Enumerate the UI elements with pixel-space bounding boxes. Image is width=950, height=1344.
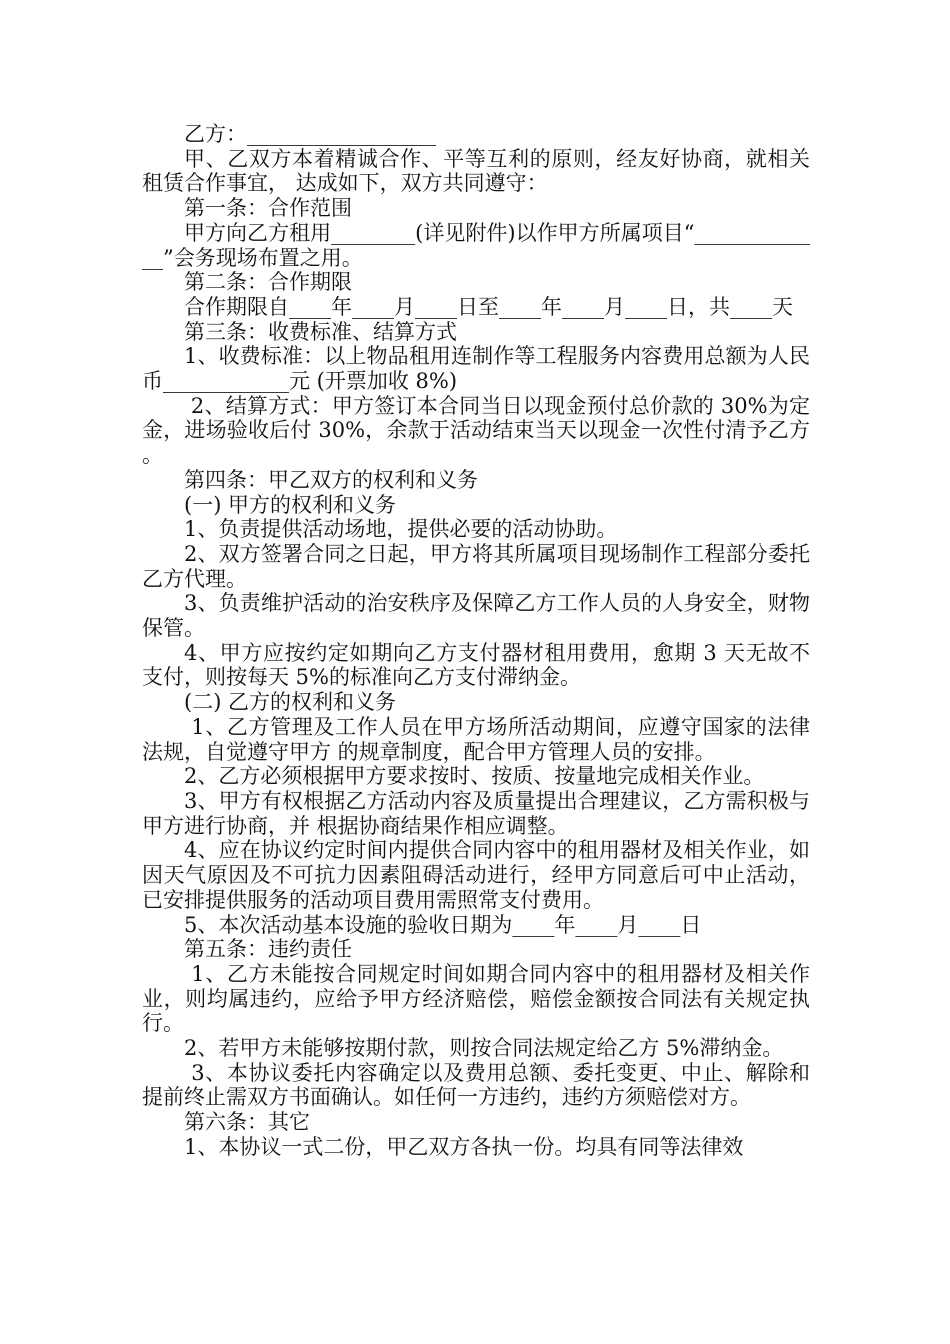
article-1-heading: 第一条：合作范围 [184, 196, 352, 221]
party-a-subheading: (一) 甲方的权利和义务 [184, 492, 397, 517]
party-b-item-1: 1、乙方管理及工作人员在甲方场所活动期间，应遵守国家的法律法规，自觉遵守甲方 的规章制度，配合甲方管理人员的安排。 [142, 714, 810, 764]
article-5-item-2: 2、若甲方未能够按期付款，则按合同法规定给乙方 5%滞纳金。 [184, 1036, 784, 1061]
party-a-item-1: 1、负责提供活动场地，提供必要的活动协助。 [184, 517, 618, 542]
contract-body [142, 122, 817, 1160]
article-6-heading: 第六条：其它 [184, 1110, 310, 1135]
article-6-item-1: 1、本协议一式二份，甲乙双方各执一份。均具有同等法律效 [184, 1134, 744, 1159]
party-b-item-3: 3、甲方有权根据乙方活动内容及质量提出合理建议，乙方需积极与甲方进行协商，并 根据协商结果作相应调整。 [142, 788, 810, 838]
article-5-item-1: 1、乙方未能按合同规定时间如期合同内容中的租用器材及相关作业，则均属违约，应给予甲方经济赔偿，赔偿金额按合同法有关规定执行。 [142, 961, 810, 1036]
article-3-item-1: 1、收费标准：以上物品租用连制作等工程服务内容费用总额为人民币____________元 (开票加收 8%) [142, 344, 810, 394]
party-b-item-4: 4、应在协议约定时间内提供合同内容中的租用器材及相关作业，如因天气原因及不可抗力因素阻碍活动进行，经甲方同意后可中止活动，已安排提供服务的活动项目费用需照常支付费用。 [142, 838, 810, 912]
party-b-subheading: (二) 乙方的权利和义务 [184, 690, 397, 715]
article-3-heading: 第三条：收费标准、结算方式 [184, 319, 457, 344]
party-b-line: 乙方：__________________ [184, 122, 436, 146]
party-b-item-2: 2、乙方必须根据甲方要求按时、按质、按量地完成相关作业。 [184, 764, 765, 789]
preamble: 甲、乙双方本着精诚合作、平等互利的原则，经友好协商，就相关租赁合作事宜， 达成如下，双方共同遵守： [142, 146, 810, 196]
party-a-item-3: 3、负责维护活动的治安秩序及保障乙方工作人员的人身安全，财物保管。 [142, 591, 810, 641]
party-a-item-4: 4、甲方应按约定如期向乙方支付器材租用费用，愈期 3 天无故不支付，则按每天 5%的标准向乙方支付滞纳金。 [142, 640, 810, 690]
article-2-text: 合作期限自____年____月____日至____年____月____日，共____天 [184, 294, 793, 319]
article-5-heading: 第五条：违约责任 [184, 937, 352, 962]
article-3-item-2: 2、结算方式：甲方签订本合同当日以现金预付总价款的 30%为定金，进场验收后付 30%，余款于活动结束当天以现金一次性付清予乙方 。 [142, 393, 817, 468]
article-5-item-3: 3、本协议委托内容确定以及费用总额、委托变更、中止、解除和提前终止需双方书面确认。如任何一方违约，违约方须赔偿对方。 [142, 1060, 810, 1110]
party-b-item-5: 5、本次活动基本设施的验收日期为____年____月____日 [184, 912, 702, 937]
article-4-heading: 第四条：甲乙双方的权利和义务 [184, 467, 478, 492]
party-a-item-2: 2、双方签署合同之日起，甲方将其所属项目现场制作工程部分委托乙方代理。 [142, 541, 810, 591]
article-1-text: 甲方向乙方租用________(详见附件)以作甲方所属项目“_____________”会务现场布置之用。 [142, 220, 810, 270]
article-2-heading: 第二条：合作期限 [184, 270, 352, 295]
